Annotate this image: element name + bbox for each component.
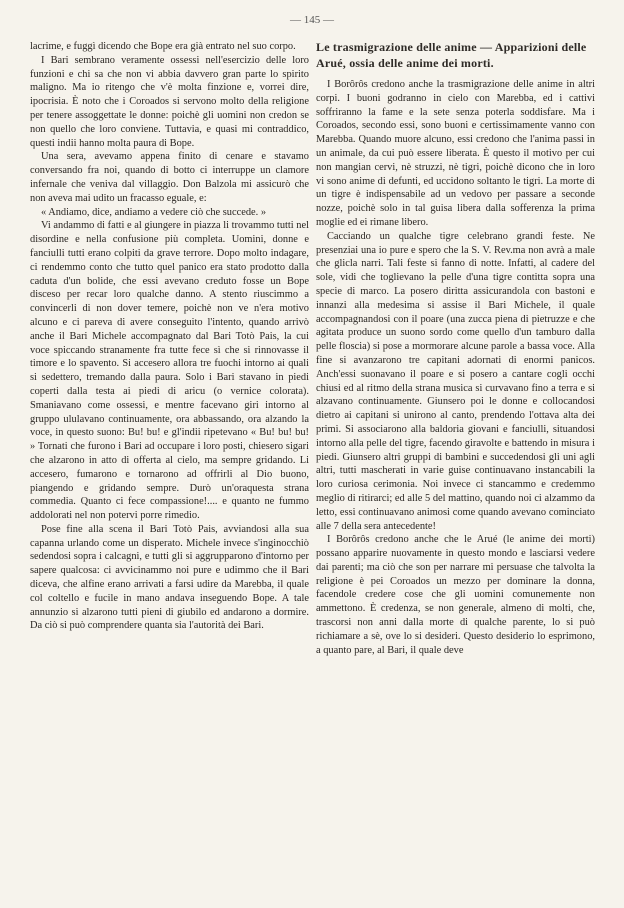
paragraph: Pose fine alla scena il Bari Totò Pais, avviandosi alla sua capanna urlando come un disperato. Michele invece s'inginocchiò sedendosi sopra i calcagni, e tutti gli si aggrupparono d'intorno per sapere qualcosa: ci avvicinammo noi pure e udimmo che il Bari diceva, che alfine erano arrivati a farsi udire da Marebba, il quale col coltello e fucile in mano andava inseguendo Bope. A tale annunzio si alzarono tutti pieni di giubilo ed andarono a dormire. Da ciò si può comprendere quanta sia l'autorità dei Bari. <box>30 523 309 632</box>
paragraph: I Borôrôs credono anche che le Arué (le anime dei morti) possano apparire nuovamente in questo mondo e lasciarsi vedere dai parenti; ma ciò che son per narrare mi persuase che talvolta la religione è pei Coroados un mezzo per dominare la donna, facendole credere cose che gli uomini comunemente non ammettono. È credenza, se non generale, almeno di molti, che, trascorsi non anni dalla morte di qualche parente, lo si può richiamare a sè, ove lo si desideri. Questo desiderio lo esprimono, a quanto pare, al Bari, il quale deve <box>316 534 595 656</box>
paragraph: Una sera, avevamo appena finito di cenare e stavamo conversando fra noi, quando di botto ci interruppe un clamore infernale che veniva dal villaggio. Don Balzola mi assicurò che non aveva mai udito un fracasso eguale, e: <box>30 151 309 204</box>
paragraph: Cacciando un qualche tigre celebrano grandi feste. Ne presenziai una io pure e spero che la S. V. Rev.ma non avrà a male che glicla narri. Tali feste si fanno di notte. Infatti, al cadere del sole, vidi che toglievano la pelle d'una tigre contitta sopra una specie di marco. La posero diritta assicurandola con bastoni e innanzi alla medesima si assise il Bari Michele, il quale accompagnandosi con il poare (una zucca piena di pietruzze e che agitata produce un suono sordo come quello d'un tamburo dalla pelle floscia) si pose a mormorare alcune parole a bassa voce. Alla fine si avanzarono tre capitani adornati di enormi panicos. Anch'essi suonavano il poare e si posero a cantare cogli occhi chiusi ed al ritmo della strana musica si curvavano fino a terra e si alzavano continuamente. Giunsero poi le donne e collocandosi dietro ai capitani si unirono al canto, prendendo l'ottava alta dei primi. Si associarono alla baldoria giovani e fanciulli, situandosi intorno alla pelle del tigre, facendo giravolte e battendo in misura i piedi. Giunsero altri gruppi di bambini e succedendosi gli uni agli altri, tutti mascherati in varie guise continuavano instancabili la loro curiosa cerimonia. Noi invece ci stancammo e credemmo meglio di ritirarci; ed alle 5 del mattino, quando noi ci alzammo da letto, essi continuavano animosi come quando avevano cominciato alle 7 della sera antecedente! <box>316 230 595 532</box>
section-heading: Le trasmigrazione delle anime — Apparizioni delle Arué, ossia delle anime dei morti. <box>316 40 587 70</box>
page-number: — 145 — <box>290 14 334 26</box>
paragraph: I Borôrôs credono anche la trasmigrazione delle anime in altri corpi. I buoni godranno in cielo con Marebba, ed i cattivi soffriranno la fame e la sete senza poterla soddisfare. Ma i Coroados, secondo essi, sono buoni e certissimamente vanno con Marebba. Quando muore alcuno, essi credono che l'anima passi in un animale, da cui può essere liberata. È questo il motivo per cui non mangian cervi, nè struzzi, nè tigri, poichè dicono che in loro vi sono anime di defunti, ed uccidono soltanto le tigri. La morte di un tigre è indispensabile ad un vedovo per passare a seconde nozze, poichè solo in tal guisa libera dalla sofferenza la prima moglie ed ei rimane libero. <box>316 79 595 228</box>
paragraph: I Bari sembrano veramente ossessi nell'esercizio delle loro funzioni e chi sa che non vi abbia davvero gran parte lo spirito maligno. Ma io ritengo che v'è molta finzione e, vorrei dire, ipocrisia. È noto che i Coroados si servono molto della religione per tenere assoggettate le donne: poichè gli uomini non credon se non quello che loro conviene. Tuttavia, e quasi mi contraddico, questi indii hanno molta paura di Bope. <box>30 54 309 149</box>
left-column <box>30 40 309 633</box>
paragraph: « Andiamo, dice, andiamo a vedere ciò che succede. » <box>41 206 267 218</box>
paragraph: Vi andammo di fatti e al giungere in piazza li trovammo tutti nel disordine e nella confusione più completa. Uomini, donne e fanciulli tutti erano colpiti da grave terrore. Dopo molto indagare, ci rendemmo conto che tutto quel panico era stato prodotto dalla caduta d'un bolide, che essi avevano creduto fosse un Bope disceso per recar loro qualche danno. A stento riuscimmo a convincerli di non dover temere, poichè non ve n'era motivo alcuno e ci pareva di avere conseguito l'intento, quando arrivò anche il Bari Michele accompagnato dal Bari Totò Pais, la cui voce spiccando stranamente fra tutte fece sì che si rinnovasse il timore e lo spavento. Si accesero allora tre fuochi intorno ai quali si sedettero, tremando dalla paura. Solo i Bari stavano in piedi coperti dalla testa ai piedi di aricu (o vernice colorata). Smaniavano come ossessi, e mentre facevano giri intorno al gruppo ululavano continuamente, ora abbassando, ora alzando la voce, in questo suono: Bu! bu! e gl'indii ripetevano « Bu! bu! bu! » Tornati che furono i Bari ad occupare i loro posti, chiesero sigari che alzarono in atto di offerta al cielo, ma sempre gridando. Li accesero, fumarono e tornarono ad offrirli al Dio buono, piangendo e gridando sempre. Durò un'oraquesta strana commedia. Quanto ci fece compassione!.... e quanto ne fummo addolorati nel non potervi porre rimedio. <box>30 220 309 522</box>
paragraph: lacrime, e fuggì dicendo che Bope era già entrato nel suo corpo. <box>30 41 296 52</box>
right-column <box>316 40 595 657</box>
